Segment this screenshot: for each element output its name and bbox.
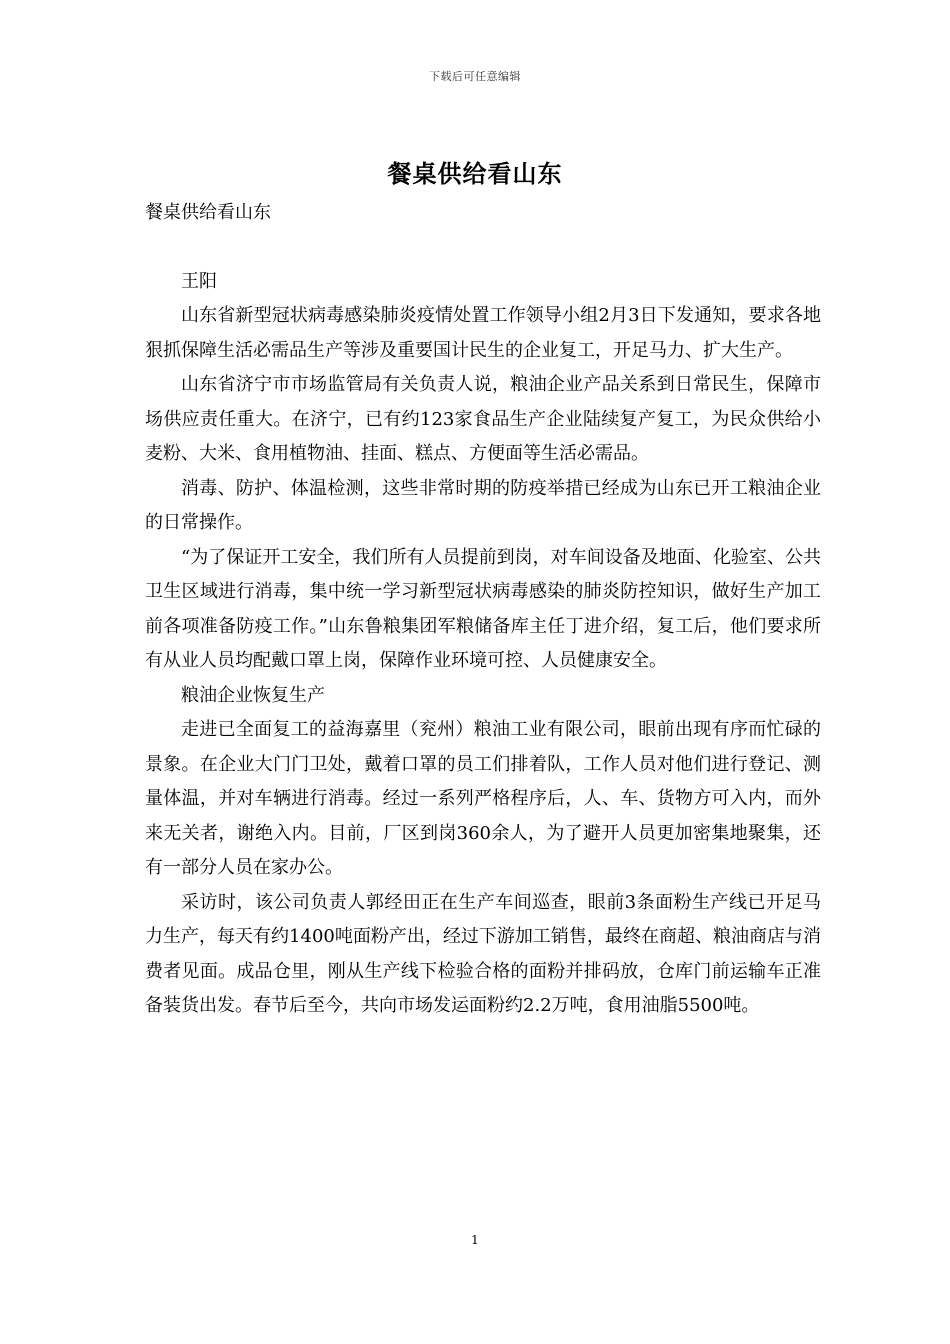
author-paragraph: 王阳 <box>181 270 217 292</box>
subtitle-paragraph: 餐桌供给看山东 <box>145 202 271 223</box>
header-note: 下载后可任意编辑 <box>429 70 521 83</box>
body-paragraph: 山东省济宁市市场监管局有关负责人说，粮油企业产品关系到日常民生，保障市场供应责任重大。在济宁，已有约123家食品生产企业陆续复产复工，为民众供给小麦粉、大米、食用植物油、挂面、糕点、方便面等生活必需品。 <box>145 374 821 464</box>
body-paragraph: “为了保证开工安全，我们所有人员提前到岗，对车间设备及地面、化验室、公共卫生区域进行消毒，集中统一学习新型冠状病毒感染的肺炎防控知识，做好生产加工前各项准备防疫工作。”山东鲁粮集团军粮储备库主任丁进介绍，复工后，他们要求所有从业人员均配戴口罩上岗，保障作业环境可控、人员健康安全。 <box>145 546 821 671</box>
body-paragraph: 采访时，该公司负责人郭经田正在生产车间巡查，眼前3条面粉生产线已开足马力生产，每天有约1400吨面粉产出，经过下游加工销售，最终在商超、粮油商店与消费者见面。成品仓里，刚从生产线下检验合格的面粉并排码放，仓库门前运输车正准备装货出发。春节后至今，共向市场发运面粉约2.2万吨，食用油脂5500吨。 <box>145 891 821 1016</box>
blank-line <box>145 231 821 265</box>
section-heading-paragraph: 粮油企业恢复生产 <box>181 684 325 706</box>
page-number: 1 <box>471 1233 479 1247</box>
body-paragraph: 走进已全面复工的益海嘉里（兖州）粮油工业有限公司，眼前出现有序而忙碌的景象。在企业大门门卫处，戴着口罩的员工们排着队，工作人员对他们进行登记、测量体温，并对车辆进行消毒。经过一系列严格程序后，人、车、货物方可入内，而外来无关者，谢绝入内。目前，厂区到岗360余人，为了避开人员更加密集地聚集，还有一部分人员在家办公。 <box>145 719 821 878</box>
document-title: 餐桌供给看山东 <box>387 159 563 188</box>
document-body <box>145 196 821 1024</box>
body-paragraph: 消毒、防护、体温检测，这些非常时期的防疫举措已经成为山东已开工粮油企业的日常操作。 <box>145 477 821 533</box>
body-paragraph: 山东省新型冠状病毒感染肺炎疫情处置工作领导小组2月3日下发通知，要求各地狠抓保障生活必需品生产等涉及重要国计民生的企业复工，开足马力、扩大生产。 <box>145 305 821 361</box>
